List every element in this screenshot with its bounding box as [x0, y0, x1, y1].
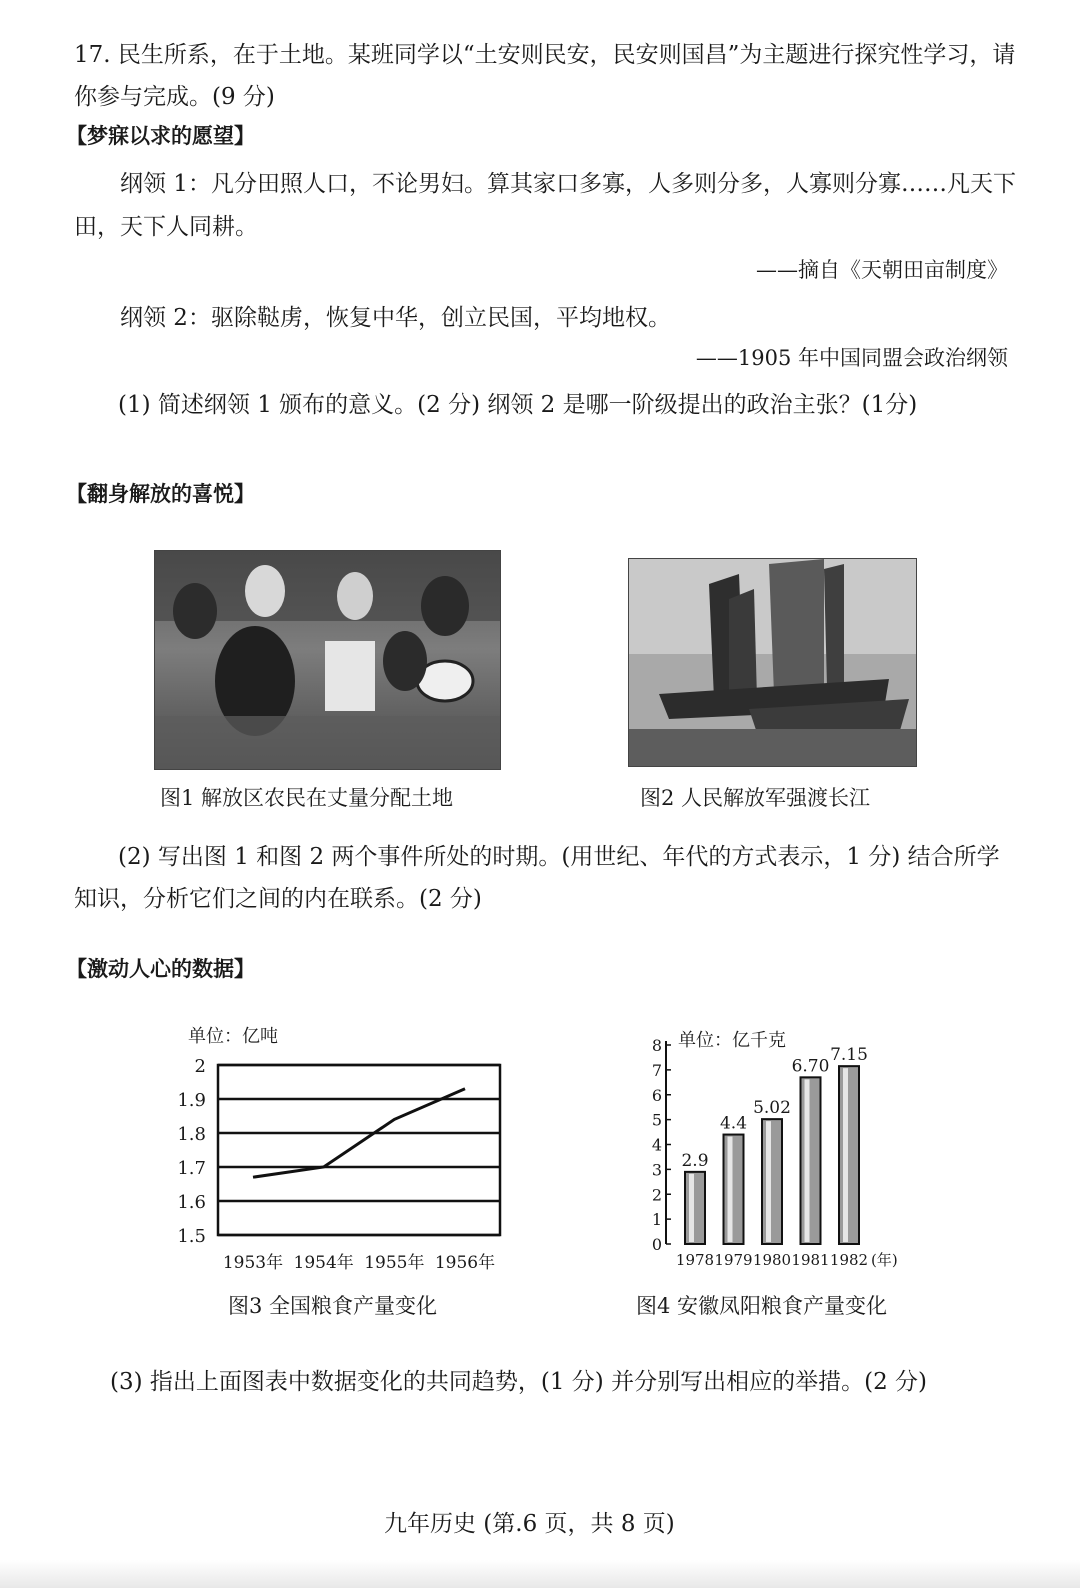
chart-2-y-tick-label: 7 — [651, 1060, 662, 1080]
chart-1-x-tick-label: 1956年 — [434, 1253, 496, 1273]
section-title-wish: 【梦寐以求的愿望】 — [66, 123, 255, 148]
chart-1-x-tick-label: 1955年 — [364, 1253, 425, 1273]
chart-1-x-tick-label: 1953年 — [222, 1253, 284, 1273]
chart-2-x-tick-label: 1979 — [714, 1251, 753, 1269]
chart-2-data-label: 6.70 — [791, 1056, 830, 1077]
chart-2-bar — [839, 1066, 859, 1244]
chart-2-bar — [762, 1119, 782, 1244]
chart-2-bar-highlight — [805, 1079, 810, 1242]
chart-2-x-tick-label: 1980 — [752, 1251, 792, 1269]
chart-2-bar-highlight — [843, 1068, 848, 1242]
chart-2-y-tick-label: 4 — [651, 1135, 662, 1155]
chart-2-y-tick-label: 3 — [651, 1160, 662, 1180]
chart-2-data-label: 7.15 — [830, 1045, 868, 1066]
chart-2-y-unit-label: 单位：亿千克 — [678, 1030, 786, 1051]
chart-2-y-tick-label: 0 — [651, 1235, 662, 1254]
figure-2-photo — [628, 558, 917, 767]
chart-2-data-label: 4.4 — [719, 1113, 748, 1134]
figure-3-line-chart — [150, 1015, 530, 1280]
chart-1-y-tick-label: 2 — [194, 1056, 206, 1077]
page-footer: 九年历史 (第.6 页，共 8 页) — [384, 1511, 675, 1537]
chart-2-y-tick-label: 5 — [651, 1110, 662, 1130]
program-1-source: ——摘自《天朝田亩制度》 — [756, 258, 1008, 282]
question-line-1: 17. 民生所系，在于土地。某班同学以“土安则民安，民安则国昌”为主题进行探究性学习，请 — [74, 42, 1016, 68]
chart-2-data-label: 5.02 — [753, 1098, 791, 1119]
chart-1-y-tick-label: 1.8 — [177, 1124, 206, 1145]
sub-question-2-line-1: (2) 写出图 1 和图 2 两个事件所处的时期。(用世纪、年代的方式表示，1 分) 结合所学 — [118, 844, 1000, 870]
chart-1-y-tick-label: 1.5 — [177, 1226, 206, 1247]
chart-1-y-tick-label: 1.9 — [177, 1090, 206, 1111]
chart-1-y-unit-label: 单位：亿吨 — [188, 1026, 278, 1047]
farmers-measuring-land-image — [155, 551, 500, 769]
chart-1-y-tick-label: 1.7 — [177, 1158, 206, 1179]
chart-2-y-tick-label: 8 — [651, 1036, 662, 1055]
figure-2-caption: 图2 人民解放军强渡长江 — [640, 786, 871, 810]
chart-2-bar-highlight — [766, 1121, 771, 1242]
sub-question-3: (3) 指出上面图表中数据变化的共同趋势，(1 分) 并分别写出相应的举措。(2 分) — [110, 1369, 927, 1395]
section-title-data: 【激动人心的数据】 — [66, 956, 255, 981]
army-crossing-yangtze-image — [629, 559, 916, 766]
chart-2-bar-highlight — [728, 1137, 733, 1242]
chart-2-bar-highlight — [689, 1174, 694, 1242]
program-1-line-1: 纲领 1：凡分田照人口，不论男妇。算其家口多寡，人多则分多，人寡则分寡……凡天下 — [120, 171, 1016, 197]
program-2-source: ——1905 年中国同盟会政治纲领 — [695, 346, 1008, 370]
chart-2-y-tick-label: 2 — [651, 1185, 662, 1205]
chart-2-bar — [724, 1135, 744, 1244]
program-2-line: 纲领 2：驱除鞑虏，恢复中华，创立民国，平均地权。 — [120, 305, 671, 331]
figure-4-bar-chart — [640, 1025, 920, 1275]
chart-2-x-tick-label: 1981 — [791, 1251, 830, 1269]
sub-question-1: (1) 简述纲领 1 颁布的意义。(2 分) 纲领 2 是哪一阶级提出的政治主张？(1分) — [118, 392, 918, 418]
page-bottom-edge — [0, 1560, 1080, 1588]
chart-2-y-tick-label: 6 — [651, 1085, 662, 1105]
chart-2-x-tick-label: 1978 — [675, 1251, 715, 1269]
figure-1-photo — [154, 550, 501, 770]
chart-2-x-tick-label: 1982 — [829, 1251, 869, 1269]
figure-3-caption: 图3 全国粮食产量变化 — [228, 1294, 438, 1318]
sub-question-2-line-2: 知识，分析它们之间的内在联系。(2 分) — [74, 886, 482, 912]
chart-2-x-unit-label: (年) — [871, 1251, 898, 1269]
figure-4-caption: 图4 安徽凤阳粮食产量变化 — [636, 1294, 888, 1318]
chart-2-y-tick-label: 1 — [651, 1210, 662, 1230]
chart-2-bar — [685, 1172, 705, 1244]
chart-1-x-tick-label: 1954年 — [293, 1253, 354, 1273]
figure-1-caption: 图1 解放区农民在丈量分配土地 — [160, 786, 454, 810]
section-title-liberation: 【翻身解放的喜悦】 — [66, 481, 255, 506]
chart-2-data-label: 2.9 — [681, 1150, 709, 1171]
chart-1-y-tick-label: 1.6 — [177, 1192, 206, 1213]
question-line-2: 你参与完成。(9 分) — [74, 84, 275, 110]
chart-2-bar — [801, 1077, 821, 1244]
program-1-line-2: 田，天下人同耕。 — [74, 214, 258, 240]
